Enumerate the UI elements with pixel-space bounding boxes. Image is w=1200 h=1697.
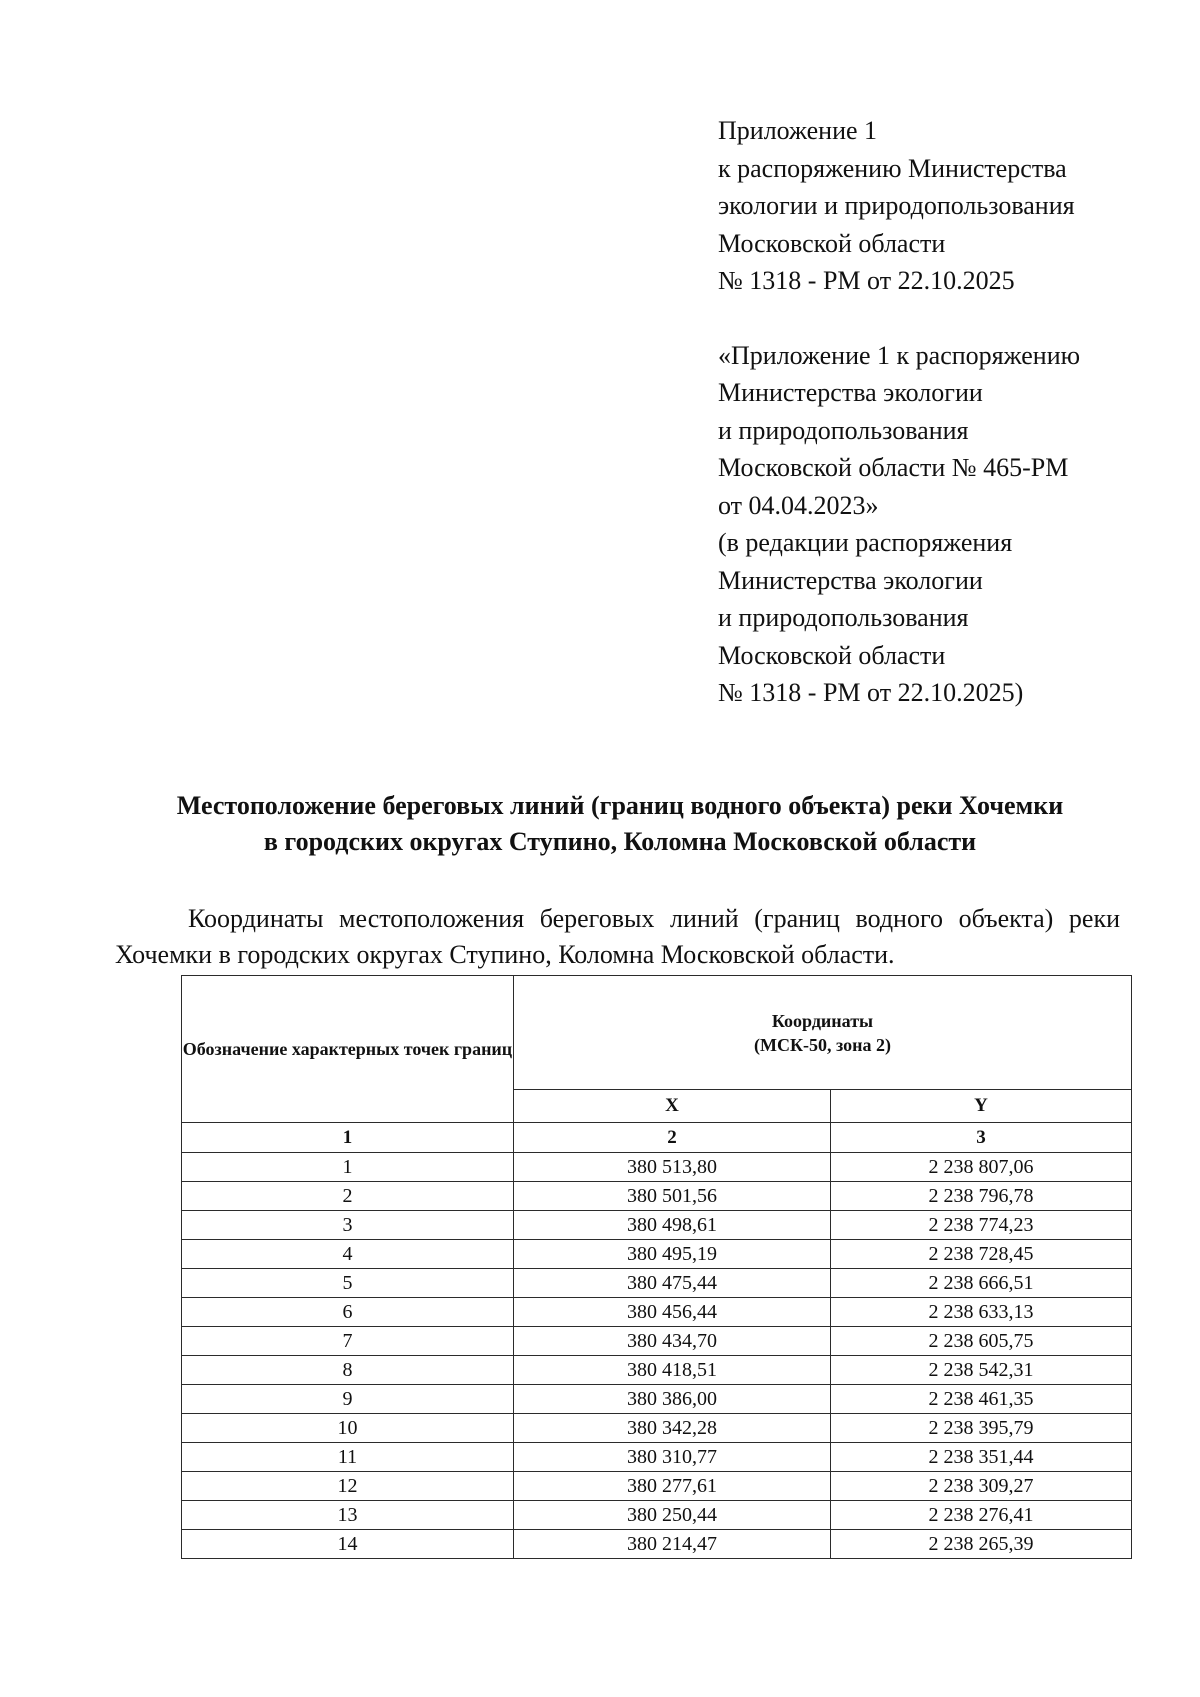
y-coordinate: 2 238 276,41 bbox=[831, 1501, 1132, 1530]
y-coordinate: 2 238 309,27 bbox=[831, 1472, 1132, 1501]
x-coordinate: 380 495,19 bbox=[514, 1240, 831, 1269]
point-number: 14 bbox=[182, 1530, 514, 1559]
document-title bbox=[100, 788, 1140, 860]
y-coordinate: 2 238 605,75 bbox=[831, 1327, 1132, 1356]
point-number: 11 bbox=[182, 1443, 514, 1472]
quoted-appendix-line: Московской области № 465-РМ bbox=[718, 453, 1069, 482]
point-number: 7 bbox=[182, 1327, 514, 1356]
title-line-2: в городских округах Ступино, Коломна Московской области bbox=[263, 827, 977, 856]
table-row bbox=[182, 1414, 1132, 1443]
x-column-header: X bbox=[514, 1090, 831, 1123]
coordinates-column-header bbox=[514, 976, 1132, 1090]
x-coordinate: 380 501,56 bbox=[514, 1182, 831, 1211]
y-coordinate: 2 238 796,78 bbox=[831, 1182, 1132, 1211]
appendix-line: к распоряжению Министерства bbox=[718, 153, 1067, 183]
point-number: 13 bbox=[182, 1501, 514, 1530]
table-row bbox=[182, 1240, 1132, 1269]
coordinates-title: Координаты bbox=[771, 1010, 874, 1031]
y-coordinate: 2 238 728,45 bbox=[831, 1240, 1132, 1269]
quoted-appendix-line: «Приложение 1 к распоряжению bbox=[718, 340, 1081, 370]
y-column-header: Y bbox=[831, 1090, 1132, 1123]
y-coordinate: 2 238 351,44 bbox=[831, 1443, 1132, 1472]
x-coordinate: 380 277,61 bbox=[514, 1472, 831, 1501]
quoted-appendix-line: Министерства экологии bbox=[718, 378, 983, 407]
table-row bbox=[182, 1385, 1132, 1414]
intro-paragraph: Координаты местоположения береговых линий (границ водного объекта) реки Хочемки в городских округах Ступино, Коломна Московской области. bbox=[115, 904, 1120, 969]
points-column-header: Обозначение характерных точек границ bbox=[182, 976, 514, 1123]
table-row bbox=[182, 1269, 1132, 1298]
x-coordinate: 380 310,77 bbox=[514, 1443, 831, 1472]
table-row bbox=[182, 1153, 1132, 1182]
appendix-line: экологии и природопользования bbox=[718, 191, 1075, 220]
y-coordinate: 2 238 265,39 bbox=[831, 1530, 1132, 1559]
y-coordinate: 2 238 807,06 bbox=[831, 1153, 1132, 1182]
x-coordinate: 380 475,44 bbox=[514, 1269, 831, 1298]
x-coordinate: 380 513,80 bbox=[514, 1153, 831, 1182]
quoted-appendix-line: Министерства экологии bbox=[718, 565, 983, 595]
y-coordinate: 2 238 542,31 bbox=[831, 1356, 1132, 1385]
appendix-gap bbox=[718, 300, 1158, 337]
column-number-2: 2 bbox=[514, 1123, 831, 1153]
y-coordinate: 2 238 461,35 bbox=[831, 1385, 1132, 1414]
quoted-appendix-line: от 04.04.2023» bbox=[718, 490, 879, 520]
x-coordinate: 380 214,47 bbox=[514, 1530, 831, 1559]
point-number: 9 bbox=[182, 1385, 514, 1414]
quoted-appendix-line: № 1318 - РМ от 22.10.2025) bbox=[718, 678, 1024, 707]
y-coordinate: 2 238 666,51 bbox=[831, 1269, 1132, 1298]
table-row bbox=[182, 1443, 1132, 1472]
table-row bbox=[182, 1472, 1132, 1501]
appendix-line: Московской области bbox=[718, 228, 946, 258]
appendix-line: № 1318 - РМ от 22.10.2025 bbox=[718, 266, 1015, 295]
coordinates-table bbox=[181, 975, 1132, 1559]
table-row bbox=[182, 1211, 1132, 1240]
coordinates-system: (МСК-50, зона 2) bbox=[753, 1034, 892, 1055]
point-number: 12 bbox=[182, 1472, 514, 1501]
x-coordinate: 380 250,44 bbox=[514, 1501, 831, 1530]
point-number: 10 bbox=[182, 1414, 514, 1443]
table-row bbox=[182, 1356, 1132, 1385]
column-number-1: 1 bbox=[182, 1123, 514, 1153]
table-row bbox=[182, 1530, 1132, 1559]
point-number: 6 bbox=[182, 1298, 514, 1327]
quoted-appendix-line: и природопользования bbox=[718, 603, 969, 632]
appendix-line: Приложение 1 bbox=[718, 116, 878, 145]
table-row bbox=[182, 1501, 1132, 1530]
quoted-appendix-line: (в редакции распоряжения bbox=[718, 528, 1013, 557]
appendix-header bbox=[718, 112, 1158, 712]
point-number: 1 bbox=[182, 1153, 514, 1182]
quoted-appendix-line: и природопользования bbox=[718, 415, 969, 445]
title-line-1: Местоположение береговых линий (границ водного объекта) реки Хочемки bbox=[176, 791, 1064, 820]
point-number: 8 bbox=[182, 1356, 514, 1385]
y-coordinate: 2 238 395,79 bbox=[831, 1414, 1132, 1443]
x-coordinate: 380 342,28 bbox=[514, 1414, 831, 1443]
quoted-appendix-line: Московской области bbox=[718, 640, 946, 670]
point-number: 5 bbox=[182, 1269, 514, 1298]
table-row bbox=[182, 1182, 1132, 1211]
point-number: 4 bbox=[182, 1240, 514, 1269]
x-coordinate: 380 386,00 bbox=[514, 1385, 831, 1414]
y-coordinate: 2 238 774,23 bbox=[831, 1211, 1132, 1240]
table-row bbox=[182, 1298, 1132, 1327]
column-number-3: 3 bbox=[831, 1123, 1132, 1153]
point-number: 2 bbox=[182, 1182, 514, 1211]
x-coordinate: 380 418,51 bbox=[514, 1356, 831, 1385]
table-row bbox=[182, 1327, 1132, 1356]
x-coordinate: 380 498,61 bbox=[514, 1211, 831, 1240]
point-number: 3 bbox=[182, 1211, 514, 1240]
x-coordinate: 380 434,70 bbox=[514, 1327, 831, 1356]
x-coordinate: 380 456,44 bbox=[514, 1298, 831, 1327]
y-coordinate: 2 238 633,13 bbox=[831, 1298, 1132, 1327]
